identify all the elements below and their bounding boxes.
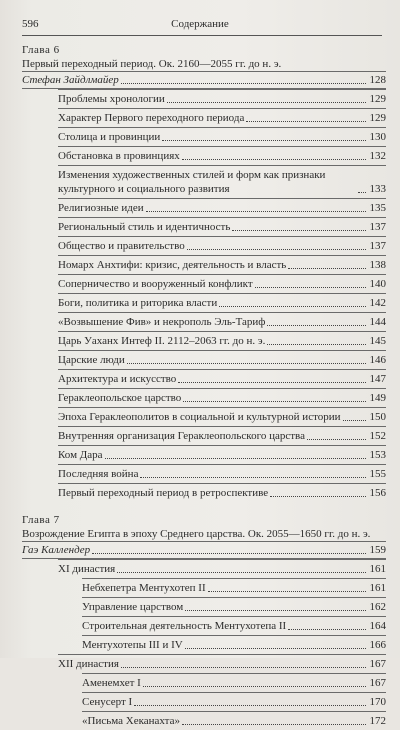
page-ref: 137: [369, 221, 386, 233]
toc-entry[interactable]: [58, 217, 386, 236]
page-ref: 161: [369, 582, 386, 594]
entry-title: Соперничество и вооруженный конфликт: [58, 278, 253, 290]
page-ref: 150: [369, 411, 386, 423]
toc-entry[interactable]: [58, 236, 386, 255]
chapter-7-title: Возрождение Египта в эпоху Среднего царства. Ок. 2055—1650 гг. до н. э.: [22, 528, 371, 540]
author-name: Гаэ Каллендер: [22, 544, 91, 556]
page-ref: 159: [369, 544, 386, 556]
page-ref: 161: [369, 563, 386, 575]
toc-entry[interactable]: [82, 635, 386, 654]
chapter-6-author-entry[interactable]: [22, 71, 386, 89]
leader-dots: [208, 590, 366, 592]
toc-entry[interactable]: [58, 146, 386, 165]
entry-title: Номарх Анхтифи: кризис, деятельность и власть: [58, 259, 287, 271]
page-ref: 138: [369, 259, 386, 271]
running-title: Содержание: [171, 18, 229, 30]
toc-entry[interactable]: [58, 312, 386, 331]
leader-dots: [162, 139, 366, 141]
page-ref: 153: [369, 449, 386, 461]
toc-entry[interactable]: [58, 127, 386, 146]
page-number: 596: [22, 18, 39, 30]
entry-title: Изменения художественных стилей и форм как признаки культурного и социального развития: [58, 169, 326, 195]
leader-dots: [270, 495, 366, 497]
leader-dots: [117, 571, 366, 573]
toc-entry[interactable]: [82, 616, 386, 635]
page-ref: 135: [369, 202, 386, 214]
chapter-7-label: Глава 7: [22, 514, 60, 526]
toc-entry[interactable]: [58, 350, 386, 369]
entry-title: «Письма Хеканахта»: [82, 715, 180, 727]
page-ref: 142: [369, 297, 386, 309]
chapter-6-sections: [22, 89, 386, 502]
toc-entry[interactable]: [58, 464, 386, 483]
entry-title: Последняя война: [58, 468, 139, 480]
page-ref: 172: [369, 715, 386, 727]
entry-title: Управление царством: [82, 601, 184, 613]
leader-dots: [143, 685, 366, 687]
toc-entry[interactable]: [58, 426, 386, 445]
leader-dots: [167, 101, 366, 103]
leader-dots: [183, 400, 366, 402]
toc-entry[interactable]: [58, 165, 386, 198]
entry-title: Аменемхет I: [82, 677, 141, 689]
leader-dots: [146, 210, 366, 212]
leader-dots: [182, 723, 366, 725]
entry-title: Региональный стиль и идентичность: [58, 221, 231, 233]
leader-dots: [182, 158, 366, 160]
header-rule: [22, 35, 382, 36]
leader-dots: [288, 267, 366, 269]
toc-entry[interactable]: [58, 293, 386, 312]
toc-entry[interactable]: [58, 331, 386, 350]
leader-dots: [246, 120, 366, 122]
page-ref: 132: [369, 150, 386, 162]
toc-entry[interactable]: [58, 559, 386, 578]
page-ref: 128: [369, 74, 386, 86]
toc-entry[interactable]: [58, 108, 386, 127]
page-ref: 167: [369, 658, 386, 670]
entry-title: Проблемы хронологии: [58, 93, 165, 105]
page-ref: 162: [369, 601, 386, 613]
toc-entry[interactable]: [82, 692, 386, 711]
leader-dots: [185, 647, 366, 649]
page-ref: 166: [369, 639, 386, 651]
leader-dots: [358, 191, 366, 193]
page-ref: 129: [369, 93, 386, 105]
entry-title: XI династия: [58, 563, 116, 575]
running-head: [22, 18, 378, 34]
entry-title: Строительная деятельность Ментухотепа II: [82, 620, 287, 632]
page-ref: 130: [369, 131, 386, 143]
leader-dots: [185, 609, 366, 611]
page-ref: 129: [369, 112, 386, 124]
leader-dots: [127, 362, 366, 364]
entry-title: «Возвышение Фив» и некрополь Эль-Тариф: [58, 316, 266, 328]
leader-dots: [307, 438, 366, 440]
page-ref: 164: [369, 620, 386, 632]
chapter-7-author-entry[interactable]: [22, 541, 386, 559]
entry-title: Боги, политика и риторика власти: [58, 297, 218, 309]
page-ref: 167: [369, 677, 386, 689]
leader-dots: [121, 82, 366, 84]
toc-entry[interactable]: [58, 255, 386, 274]
toc-entry[interactable]: [58, 388, 386, 407]
chapter-7-sections: [22, 559, 386, 730]
toc-entry[interactable]: [82, 578, 386, 597]
leader-dots: [121, 666, 366, 668]
page-ref: 140: [369, 278, 386, 290]
page-ref: 145: [369, 335, 386, 347]
toc-entry[interactable]: [58, 445, 386, 464]
leader-dots: [105, 457, 366, 459]
entry-title: Характер Первого переходного периода: [58, 112, 245, 124]
leader-dots: [267, 343, 366, 345]
author-name: Стефан Зайдлмайер: [22, 74, 119, 86]
page-ref: 144: [369, 316, 386, 328]
entry-title: Внутренняя организация Гераклеопольского царства: [58, 430, 305, 442]
page-ref: 156: [369, 487, 386, 499]
page-ref: 170: [369, 696, 386, 708]
leader-dots: [255, 286, 366, 288]
page-ref: 137: [369, 240, 386, 252]
entry-title: Гераклеопольское царство: [58, 392, 182, 404]
page-ref: 146: [369, 354, 386, 366]
entry-title: Царские люди: [58, 354, 125, 366]
entry-title: Архитектура и искусство: [58, 373, 177, 385]
toc-entry[interactable]: [58, 654, 386, 673]
toc-entry[interactable]: [82, 711, 386, 730]
leader-dots: [134, 704, 366, 706]
entry-title: Общество и правительство: [58, 240, 185, 252]
page-ref: 133: [369, 183, 386, 195]
leader-dots: [178, 381, 366, 383]
leader-dots: [288, 628, 366, 630]
entry-title: Религиозные идеи: [58, 202, 144, 214]
entry-title: Первый переходный период в ретроспективе: [58, 487, 269, 499]
entry-title: Ком Дара: [58, 449, 103, 461]
toc-entry[interactable]: [58, 369, 386, 388]
entry-title: Эпоха Гераклеополитов в социальной и культурной истории: [58, 411, 341, 423]
leader-dots: [140, 476, 366, 478]
leader-dots: [267, 324, 366, 326]
toc-entry[interactable]: [58, 89, 386, 108]
toc-entry[interactable]: [58, 198, 386, 217]
toc: [22, 43, 386, 730]
entry-title: Царь Уаханх Интеф II. 2112–2063 гг. до н. э.: [58, 335, 266, 347]
page-ref: 149: [369, 392, 386, 404]
page-ref: 147: [369, 373, 386, 385]
page-ref: 152: [369, 430, 386, 442]
toc-entry[interactable]: [58, 407, 386, 426]
spacer: [22, 502, 386, 513]
toc-entry[interactable]: [82, 673, 386, 692]
toc-entry[interactable]: [58, 483, 386, 502]
toc-entry[interactable]: [58, 274, 386, 293]
entry-title: XII династия: [58, 658, 119, 670]
entry-title: Столица и провинции: [58, 131, 161, 143]
entry-title: Ментухотепы III и IV: [82, 639, 183, 651]
chapter-6-label: Глава 6: [22, 44, 60, 56]
page-ref: 155: [369, 468, 386, 480]
entry-title: Обстановка в провинциях: [58, 150, 180, 162]
entry-title: Небхепетра Ментухотеп II: [82, 582, 206, 594]
leader-dots: [219, 305, 366, 307]
chapter-6-title: Первый переходный период. Ок. 2160—2055 гг. до н. э.: [22, 58, 282, 70]
entry-title: Сенусерт I: [82, 696, 133, 708]
leader-dots: [343, 419, 366, 421]
leader-dots: [187, 248, 366, 250]
leader-dots: [232, 229, 366, 231]
leader-dots: [92, 552, 366, 554]
toc-entry[interactable]: [82, 597, 386, 616]
